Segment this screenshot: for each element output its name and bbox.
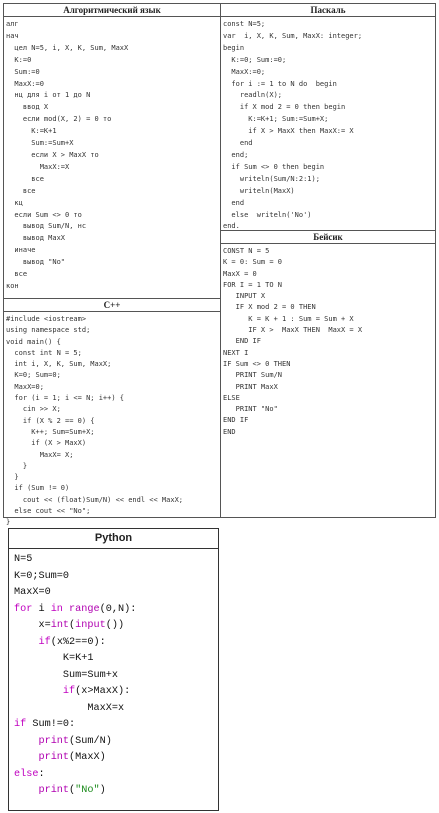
py-if3-cond: Sum!=0: [26, 719, 76, 730]
pascal-panel [220, 3, 436, 231]
py-print2-args: (MaxX) [69, 752, 106, 763]
algo-title: Алгоритмический язык [4, 4, 220, 17]
py-in-keyword: in [50, 603, 63, 615]
py-if1-cond: (x%2==0): [50, 636, 106, 648]
py-print1-fn: print [38, 735, 70, 747]
py-print3-close: ) [99, 785, 106, 796]
py-no-string: "No" [75, 785, 100, 796]
py-line-n: N=5 [14, 554, 33, 565]
basic-title: Бейсик [221, 231, 435, 244]
py-if1-keyword: if [38, 636, 51, 648]
python-title: Python [9, 529, 218, 549]
py-paren-open: ( [69, 620, 76, 631]
py-print3-open: ( [69, 785, 76, 796]
py-sum-add: Sum=Sum+x [62, 669, 118, 681]
basic-panel [220, 230, 436, 518]
algo-code: алг нач цел N=5, i, X, K, Sum, MaxX K:=0 Sum:=0 MaxX:=0 нц для i от 1 до N ввод X если mod(X, 2) = 0 то K:=K+1 Sum:=Sum+X если X > MaxX то MaxX:=X все все кц если Sum <> 0 то вывод Sum/N, нс вывод MaxX иначе вывод "No" все кон [6, 20, 129, 290]
py-maxx-assign: MaxX=x [87, 702, 125, 714]
cpp-title: C++ [4, 299, 220, 312]
py-for-var: i [32, 603, 51, 615]
py-input-fn: input [75, 620, 106, 631]
python-code [9, 549, 218, 800]
py-if2-cond: (x>MaxX): [75, 686, 131, 697]
cpp-code: #include <iostream> using namespace std; void main() { const int N = 5; int i, X, K, Sum, MaxX; K=0; Sum=0; MaxX=0; for (i = 1; i <= N; i++) { cin >> X; if (X % 2 == 0) { K++; Sum=Sum+X; if (X > MaxX) MaxX= X; } } if (Sum != 0) cout << (float)Sum/N) << endl << MaxX; else cout << "No"; } [6, 315, 184, 527]
py-line-maxx: MaxX=0 [14, 587, 51, 598]
python-panel [8, 528, 219, 811]
py-k-inc: K=K+1 [62, 653, 94, 664]
algo-panel [3, 3, 221, 299]
py-input-tail: ()) [105, 620, 125, 631]
pascal-code: const N=5; var i, X, K, Sum, MaxX: integer; begin K:=0; Sum:=0; MaxX:=0; for i := 1 to N do begin readln(X); if X mod 2 = 0 then begin K:=K+1; Sum:=Sum+X; if X > MaxX then MaxX:= X end end; if Sum <> 0 then begin writeln(Sum/N:2:1); writeln(MaxX) end else writeln('No') end. [223, 20, 363, 231]
py-range-fn: range [69, 603, 100, 615]
basic-code: CONST N = 5 K = 0: Sum = 0 MaxX = 0 FOR I = 1 TO N INPUT X IF X mod 2 = 0 THEN K = K + 1 : Sum = Sum + X IF X > MaxX THEN MaxX = X END IF NEXT I IF Sum <> 0 THEN PRINT Sum/N PRINT MaxX ELSE PRINT "No" END IF END [223, 247, 363, 436]
py-range-args: (0,N): [99, 603, 137, 615]
py-x-assign: x= [38, 620, 51, 631]
py-for-keyword: for [14, 603, 33, 615]
py-print3-fn: print [38, 785, 70, 796]
py-else-colon: : [38, 768, 45, 780]
py-else-keyword: else [14, 768, 39, 780]
cpp-panel [3, 298, 221, 527]
py-print1-args: (Sum/N) [69, 735, 112, 747]
py-print2-fn: print [38, 752, 70, 763]
py-if3-keyword: if [14, 719, 27, 730]
py-if2-keyword: if [62, 686, 76, 697]
pascal-title: Паскаль [221, 4, 435, 17]
py-int-fn: int [50, 620, 70, 631]
py-line-k-sum: K=0;Sum=0 [14, 570, 70, 582]
